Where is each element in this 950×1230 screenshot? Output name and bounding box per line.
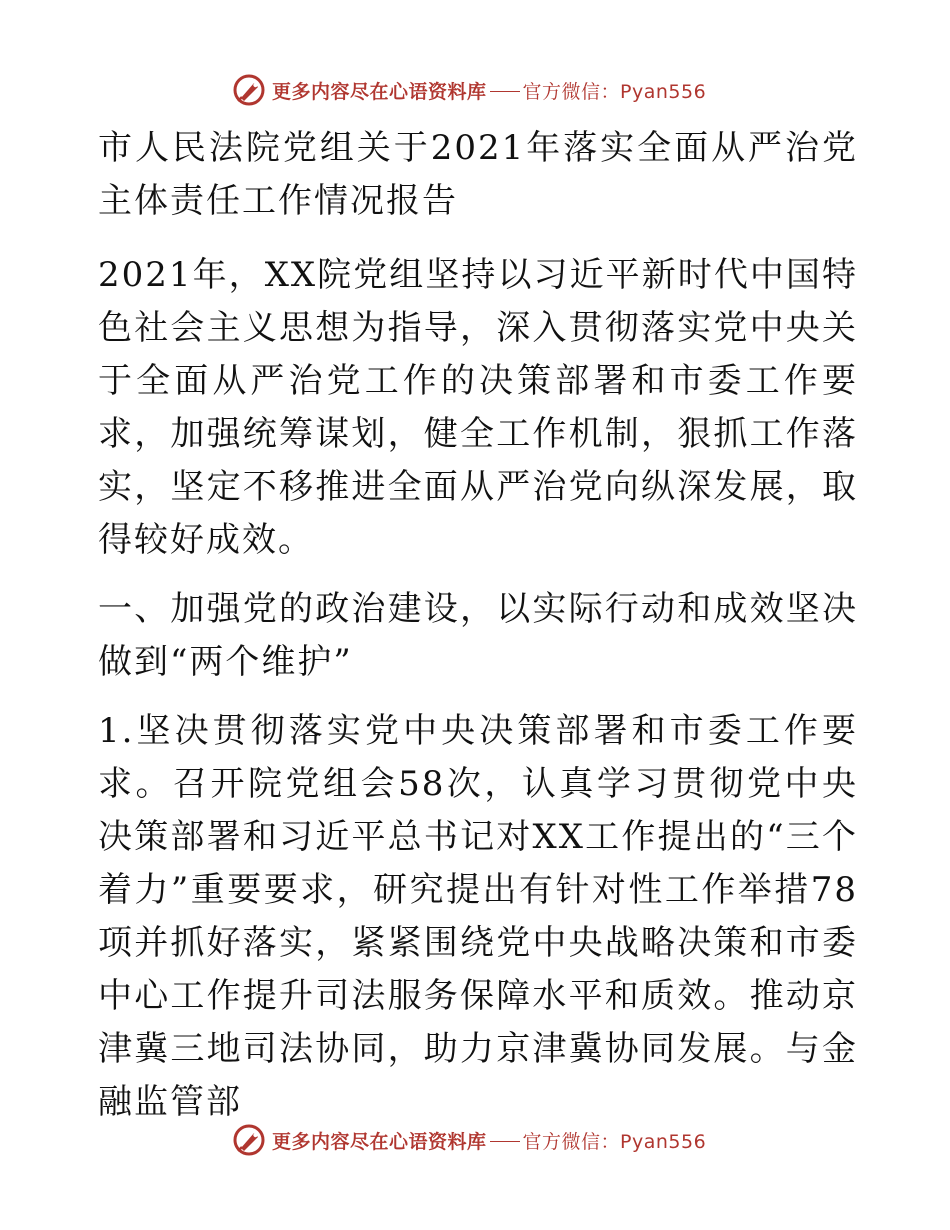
watermark-prefix: 更多内容尽在心语资料库 — [272, 80, 487, 103]
intro-paragraph: 2021年，XX院党组坚持以习近平新时代中国特色社会主义思想为指导，深入贯彻落实党中央关于全面从严治党工作的决策部署和市委工作要求，加强统筹谋划，健全工作机制，狠抓工作落实，坚定不移推进全面从严治党向纵深发展，取得较好成效。 — [98, 255, 858, 560]
subsection-paragraph-1: 1.坚决贯彻落实党中央决策部署和市委工作要求。召开院党组会58次，认真学习贯彻党中央决策部署和习近平总书记对XX工作提出的“三个着力”重要要求，研究提出有针对性工作举措78项并抓好落实，紧紧围绕党中央战略决策和市委中心工作提升司法服务保障水平和质效。推动京津冀三地司法协同，助力京津冀协同发展。与金融监管部 — [98, 711, 858, 1122]
watermark-dash — [490, 91, 520, 92]
document-title: 市人民法院党组关于2021年落实全面从严治党主体责任工作情况报告 — [98, 128, 858, 221]
watermark-suffix: 官方微信：Pyan556 — [522, 80, 707, 103]
watermark-prefix: 更多内容尽在心语资料库 — [272, 1130, 487, 1153]
footer-watermark — [232, 1122, 706, 1158]
watermark-suffix: 官方微信：Pyan556 — [522, 1130, 707, 1153]
watermark-dash — [490, 1141, 520, 1142]
pen-nib-logo-icon — [232, 73, 266, 107]
header-watermark — [232, 72, 706, 108]
document-body — [98, 122, 858, 1129]
pen-nib-logo-icon — [232, 1123, 266, 1157]
section-heading-1: 一、加强党的政治建设，以实际行动和成效坚决做到“两个维护” — [98, 589, 858, 682]
